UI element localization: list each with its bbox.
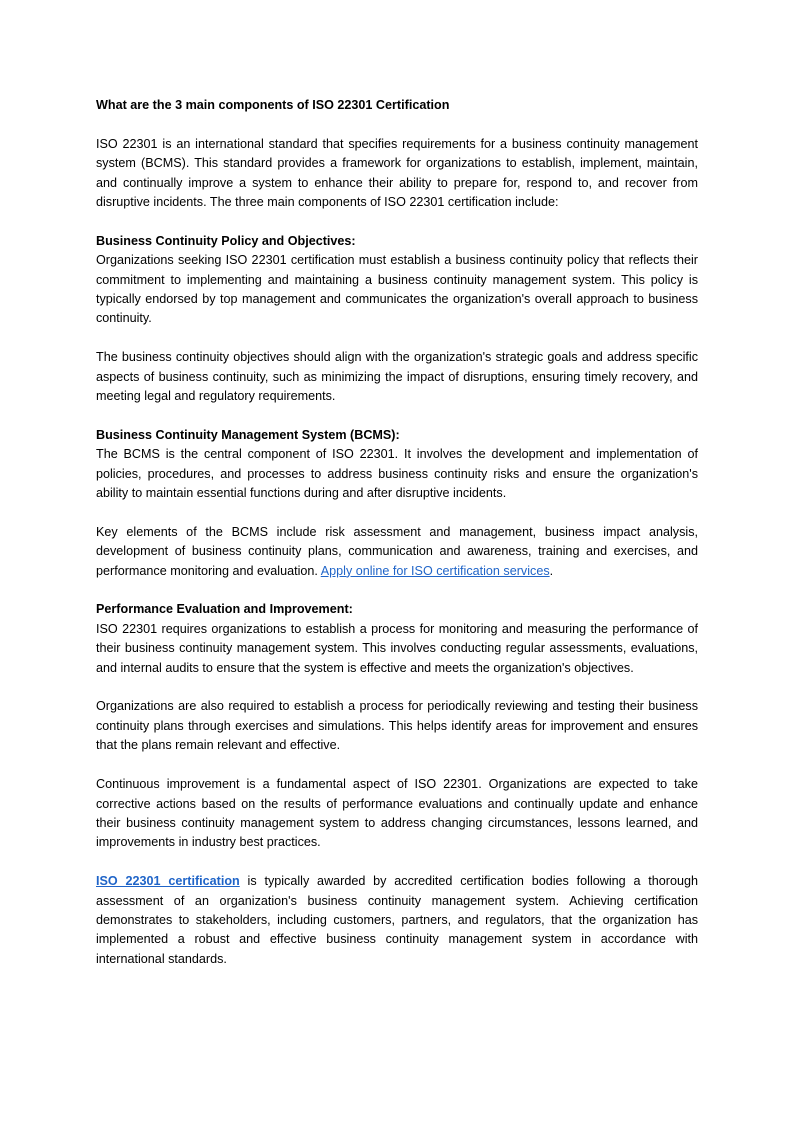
paragraph: Organizations seeking ISO 22301 certification must establish a business continuity policy that reflects their commitment to implementing and maintaining a business continuity management system. This policy is typically endorsed by top management and communicates the organization's overall approach to business continuity.	[96, 253, 698, 326]
section-heading-policy: Business Continuity Policy and Objectives:	[96, 233, 356, 248]
intro-paragraph: ISO 22301 is an international standard that specifies requirements for a business continuity management system (BCMS). This standard provides a framework for organizations to establish, implement, maintain, and continually improve a system to enhance their ability to prepare for, respond to, and recover from disruptive incidents. The three main components of ISO 22301 certification include:	[96, 136, 698, 210]
paragraph: The BCMS is the central component of ISO 22301. It involves the development and implementation of policies, procedures, and processes to address business continuity risks and ensure the organization's ability to maintain essential functions during and after disruptive incidents.	[96, 447, 698, 501]
paragraph: The business continuity objectives should align with the organization's strategic goals and address specific aspects of business continuity, such as minimizing the impact of disruptions, ensuring timely recovery, and meeting legal and regulatory requirements.	[96, 350, 698, 404]
section-heading-bcms: Business Continuity Management System (BCMS):	[96, 427, 400, 442]
paragraph	[96, 523, 698, 581]
document-title: What are the 3 main components of ISO 22301 Certification	[96, 98, 450, 112]
paragraph: ISO 22301 requires organizations to establish a process for monitoring and measuring the performance of their business continuity management system. This involves conducting regular assessments, evaluations, and internal audits to ensure that the system is effective and meets the organization's objectives.	[96, 621, 698, 675]
closing-paragraph	[96, 872, 698, 969]
paragraph-text: Key elements of the BCMS include risk assessment and management, business impact analysis, development of business continuity plans, communication and awareness, training and exercises, and performance monitoring and evaluation.	[96, 524, 698, 578]
paragraph-text: .	[549, 563, 554, 578]
paragraph: Organizations are also required to establish a process for periodically reviewing and testing their business continuity plans through exercises and simulations. This helps identify areas for improvement and ensures that the plans remain relevant and effective.	[96, 699, 698, 753]
section-heading-performance: Performance Evaluation and Improvement:	[96, 602, 353, 617]
paragraph: Continuous improvement is a fundamental aspect of ISO 22301. Organizations are expected to take corrective actions based on the results of performance evaluations and continually update and enhance their business continuity management system to address changing circumstances, lessons learned, and improvements in industry best practices.	[96, 777, 698, 850]
document-page	[96, 96, 698, 989]
paragraph-text: is typically awarded by accredited certification bodies following a thorough assessment of an organization's business continuity management system. Achieving certification demonstrates to stakeholders, including customers, partners, and regulators, that the organization has implemented a robust and effective business continuity management system in accordance with international standards.	[96, 874, 698, 966]
iso-22301-certification-link[interactable]: ISO 22301 certification	[96, 874, 240, 889]
apply-online-link[interactable]: Apply online for ISO certification services	[320, 563, 550, 578]
